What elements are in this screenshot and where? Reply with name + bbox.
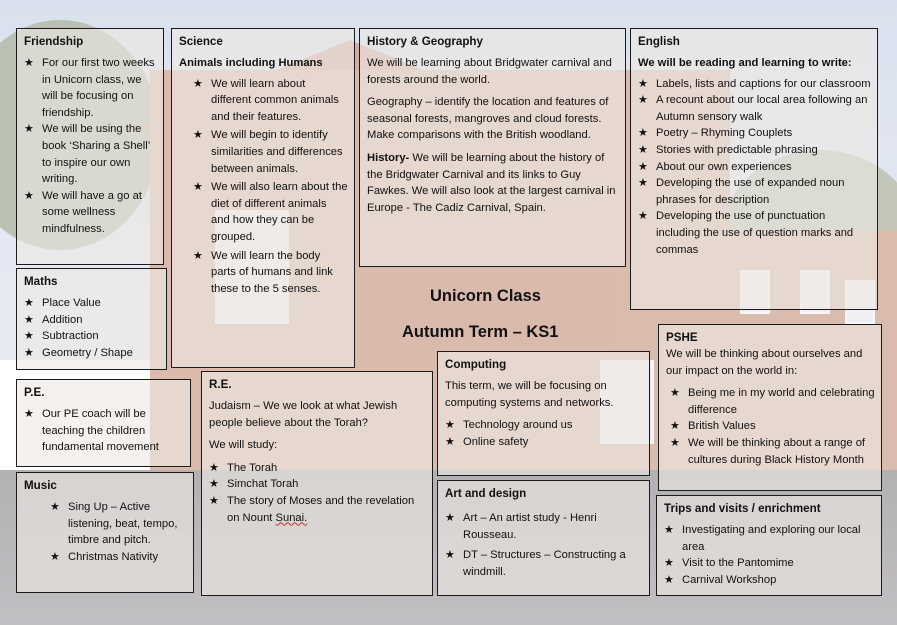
list-item: ★ Addition xyxy=(24,312,160,329)
list-item: ★ Being me in my world and celebrating difference xyxy=(670,387,875,416)
list-item: ★ DT – Structures – Constructing a windmill. xyxy=(445,549,626,578)
friendship-heading: Friendship xyxy=(24,35,84,48)
star-bullet-icon: ★ xyxy=(638,160,648,173)
list-item: ★ The Torah xyxy=(209,460,426,477)
pshe-list xyxy=(666,385,875,468)
star-bullet-icon: ★ xyxy=(445,549,455,562)
computing-intro: This term, we will be focusing on computing systems and networks. xyxy=(445,380,614,409)
star-bullet-icon: ★ xyxy=(638,127,648,140)
page-subtitle: Autumn Term – KS1 xyxy=(402,323,559,341)
star-bullet-icon: ★ xyxy=(209,461,219,474)
star-bullet-icon: ★ xyxy=(24,313,34,326)
friendship-list xyxy=(24,55,157,238)
star-bullet-icon: ★ xyxy=(24,297,34,309)
list-item: ★ Sing Up – Active listening, beat, tempo, timbre and pitch. xyxy=(50,501,178,547)
page-title: Unicorn Class xyxy=(430,287,541,305)
list-item: ★ The story of Moses and the revelation on Nount Sunai. xyxy=(209,494,415,524)
list-item: ★ Technology around us xyxy=(445,417,643,434)
list-item: ★ We will be thinking about a range of cultures during Black History Month xyxy=(670,436,866,466)
list-item: ★ We will learn the body parts of humans and link these to the 5 senses. xyxy=(193,249,333,295)
list-item: ★ Place Value xyxy=(24,295,160,312)
science-list xyxy=(179,76,348,298)
art-design-box xyxy=(437,480,650,596)
star-bullet-icon: ★ xyxy=(193,129,203,142)
english-box xyxy=(630,28,878,310)
star-bullet-icon: ★ xyxy=(664,557,674,570)
geography-paragraph: Geography – identify the location and features of seasonal forests, mangroves and cloud forests. Make comparisons with the British woodland. xyxy=(367,96,609,142)
maths-heading: Maths xyxy=(24,275,58,288)
computing-heading: Computing xyxy=(445,358,507,371)
english-heading: English xyxy=(638,35,680,48)
re-intro: Judaism – We we look at what Jewish people believe about the Torah? xyxy=(209,400,398,429)
trips-visits-box xyxy=(656,495,882,596)
star-bullet-icon: ★ xyxy=(670,420,680,433)
pshe-intro: We will be thinking about ourselves and our impact on the world in: xyxy=(666,348,863,377)
star-bullet-icon: ★ xyxy=(193,77,203,90)
music-box xyxy=(16,472,194,593)
list-item: ★ Christmas Nativity xyxy=(50,549,187,566)
maths-list xyxy=(24,295,160,361)
re-study-label: We will study: xyxy=(209,439,278,452)
history-heading: History & Geography xyxy=(367,35,483,48)
pe-list xyxy=(24,406,184,456)
pshe-box xyxy=(658,324,882,491)
list-item: ★ Visit to the Pantomime xyxy=(664,555,875,572)
star-bullet-icon: ★ xyxy=(638,143,648,156)
star-bullet-icon: ★ xyxy=(209,494,219,507)
list-item: ★ Developing the use of expanded noun phrases for description xyxy=(638,177,845,206)
star-bullet-icon: ★ xyxy=(664,524,674,536)
star-bullet-icon: ★ xyxy=(24,123,34,136)
star-bullet-icon: ★ xyxy=(24,408,34,420)
star-bullet-icon: ★ xyxy=(193,249,203,262)
re-list xyxy=(209,460,426,526)
list-item: ★ We will be using the book ‘Sharing a Shell’ to inspire our own writing. xyxy=(24,123,150,186)
star-bullet-icon: ★ xyxy=(445,435,455,448)
star-bullet-icon: ★ xyxy=(664,573,674,586)
english-subheading: We will be reading and learning to write: xyxy=(638,57,852,69)
science-heading: Science xyxy=(179,35,223,48)
pe-heading: P.E. xyxy=(24,386,45,399)
computing-box xyxy=(437,351,650,476)
english-list xyxy=(638,76,871,259)
list-item: ★ We will begin to identify similarities and differences between animals. xyxy=(193,129,343,175)
list-item: ★ Art – An artist study - Henri Rousseau. xyxy=(445,512,597,541)
friendship-box xyxy=(16,28,164,265)
star-bullet-icon: ★ xyxy=(24,189,34,202)
list-item: ★ Simchat Torah xyxy=(209,476,426,493)
list-item: ★ Stories with predictable phrasing xyxy=(638,142,871,159)
music-heading: Music xyxy=(24,479,57,492)
list-item: ★ Poetry – Rhyming Couplets xyxy=(638,125,871,142)
star-bullet-icon: ★ xyxy=(24,330,34,343)
star-bullet-icon: ★ xyxy=(638,210,648,223)
list-item: ★ Labels, lists and captions for our classroom xyxy=(638,76,871,93)
music-list xyxy=(24,499,187,565)
science-subheading: Animals including Humans xyxy=(179,57,323,69)
star-bullet-icon: ★ xyxy=(670,436,680,449)
star-bullet-icon: ★ xyxy=(50,550,60,563)
pshe-heading: PSHE xyxy=(666,331,698,344)
list-item: ★ For our first two weeks in Unicorn class, we will be focusing on friendship. xyxy=(24,57,155,119)
science-box xyxy=(171,28,355,368)
history-intro: We will be learning about Bridgwater carnival and forests around the world. xyxy=(367,57,612,86)
list-item: ★ Carnival Workshop xyxy=(664,572,875,589)
computing-list xyxy=(445,417,643,450)
star-bullet-icon: ★ xyxy=(638,177,648,190)
history-paragraph: History- We will be learning about the history of the Bridgwater Carnival and its links to Guy Fawkes. We will also look at the largest carnival in Europe - The Cadiz Carnival, Spain. xyxy=(367,151,616,214)
list-item: ★ Geometry / Shape xyxy=(24,345,160,362)
pe-box xyxy=(16,379,191,467)
re-box xyxy=(201,371,433,596)
star-bullet-icon: ★ xyxy=(193,181,203,194)
star-bullet-icon: ★ xyxy=(445,512,455,524)
list-item: ★ Subtraction xyxy=(24,328,160,345)
star-bullet-icon: ★ xyxy=(670,387,680,400)
list-item: ★ Online safety xyxy=(445,434,643,451)
trips-heading: Trips and visits / enrichment xyxy=(664,502,821,515)
history-geography-box xyxy=(359,28,626,267)
list-item: ★ A recount about our local area following an Autumn sensory walk xyxy=(638,94,868,123)
list-item: ★ British Values xyxy=(670,418,875,435)
star-bullet-icon: ★ xyxy=(24,57,34,69)
list-item: ★ We will learn about different common animals and their features. xyxy=(193,77,339,123)
art-heading: Art and design xyxy=(445,487,527,500)
star-bullet-icon: ★ xyxy=(638,94,648,107)
star-bullet-icon: ★ xyxy=(50,501,60,513)
trips-list xyxy=(664,522,875,588)
star-bullet-icon: ★ xyxy=(445,419,455,432)
list-item: ★ Investigating and exploring our local area xyxy=(664,524,861,553)
re-heading: R.E. xyxy=(209,378,232,391)
star-bullet-icon: ★ xyxy=(209,478,219,491)
list-item: ★ We will also learn about the diet of different animals and how they can be grouped. xyxy=(193,181,348,243)
list-item: ★ Developing the use of punctuation including the use of question marks and commas xyxy=(638,210,854,256)
star-bullet-icon: ★ xyxy=(638,77,648,90)
list-item: ★ About our own experiences xyxy=(638,159,871,176)
list-item: ★ Our PE coach will be teaching the children fundamental movement xyxy=(24,408,159,454)
star-bullet-icon: ★ xyxy=(24,346,34,359)
list-item: ★ We will have a go at some wellness mindfulness. xyxy=(24,189,142,235)
art-list xyxy=(445,510,643,580)
maths-box xyxy=(16,268,167,370)
